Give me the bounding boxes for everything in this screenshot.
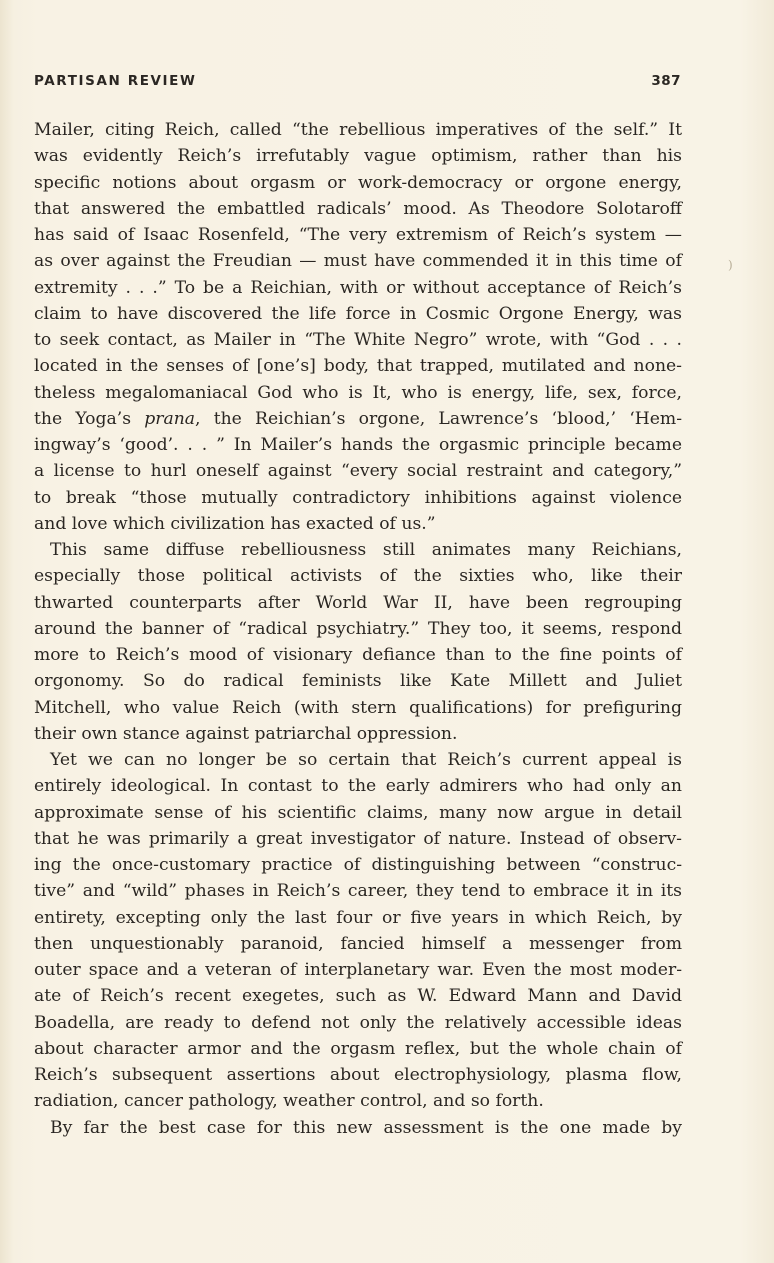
- text-line: Mailer, citing Reich, called “the rebellious imperatives of the self.” It: [34, 120, 682, 140]
- italic-word: prana: [144, 408, 196, 429]
- text-line: their own stance against patriarchal oppression.: [34, 723, 458, 744]
- text-line: claim to have discovered the life force in Cosmic Orgone Energy, was: [34, 303, 682, 324]
- text-line: ate of Reich’s recent exegetes, such as W. Edward Mann and David: [34, 986, 682, 1007]
- text-line: Yet we can no longer be so certain that Reich’s current appeal is: [50, 750, 682, 770]
- text-line: ing the once-customary practice of distinguishing between “construc-: [34, 855, 682, 875]
- text-line: theless megalomaniacal God who is It, who is energy, life, sex, force,: [34, 382, 682, 403]
- text-line: Boadella, are ready to defend not only the relatively accessible ideas: [34, 1012, 682, 1033]
- text-line: entirely ideological. In contast to the early admirers who had only an: [34, 776, 682, 797]
- text-line: that he was primarily a great investigator of nature. Instead of observ-: [34, 828, 682, 849]
- text-line: specific notions about orgasm or work-democracy or orgone energy,: [34, 172, 682, 193]
- text-line: then unquestionably paranoid, fancied himself a messenger from: [34, 933, 682, 954]
- text-line: more to Reich’s mood of visionary defiance than to the fine points of: [34, 645, 682, 665]
- text-line: entirety, excepting only the last four or five years in which Reich, by: [34, 907, 682, 928]
- text-line: was evidently Reich’s irrefutably vague optimism, rather than his: [34, 146, 682, 167]
- text-line: tive” and “wild” phases in Reich’s career, they tend to embrace it in its: [34, 881, 682, 902]
- text-line: This same diffuse rebelliousness still animates many Reichians,: [50, 540, 682, 560]
- text-line: has said of Isaac Rosenfeld, “The very extremism of Reich’s system —: [34, 225, 682, 245]
- text-line: as over against the Freudian — must have commended it in this time of: [34, 251, 682, 272]
- journal-name: PARTISAN REVIEW: [34, 73, 197, 89]
- text-line: approximate sense of his scientific claims, many now argue in detail: [34, 802, 682, 823]
- text-line: that answered the embattled radicals’ mood. As Theodore Solotaroff: [34, 198, 682, 219]
- text-line: Reich’s subsequent assertions about electrophysiology, plasma flow,: [34, 1065, 682, 1085]
- text-line: outer space and a veteran of interplanetary war. Even the most moder-: [34, 960, 682, 980]
- text-line: and love which civilization has exacted of us.”: [34, 513, 436, 534]
- page-number: 387: [651, 73, 681, 89]
- text-line: to break “those mutually contradictory inhibitions against violence: [34, 487, 682, 508]
- text-line: around the banner of “radical psychiatry.” They too, it seems, respond: [34, 618, 682, 639]
- text-line: By far the best case for this new assessment is the one made by: [50, 1117, 682, 1138]
- body-text: [34, 117, 682, 1141]
- running-head: [34, 73, 681, 95]
- text-line: ingway’s ‘good’. . . ” In Mailer’s hands the orgasmic principle became: [34, 435, 682, 455]
- text-line: to seek contact, as Mailer in “The White Negro” wrote, with “God . . .: [34, 330, 682, 350]
- text-line: especially those political activists of the sixties who, like their: [34, 566, 682, 587]
- text-line: the Yoga’s prana, the Reichian’s orgone, Lawrence’s ‘blood,’ ‘Hem-: [34, 408, 682, 429]
- text-line: about character armor and the orgasm reflex, but the whole chain of: [34, 1038, 682, 1059]
- text-line: extremity . . .” To be a Reichian, with or without acceptance of Reich’s: [34, 277, 682, 298]
- text-line: Mitchell, who value Reich (with stern qualifications) for prefiguring: [34, 697, 682, 718]
- text-line: thwarted counterparts after World War II, have been regrouping: [34, 592, 682, 613]
- text-line: radiation, cancer pathology, weather control, and so forth.: [34, 1091, 544, 1112]
- margin-mark: ): [728, 258, 733, 272]
- text-line: a license to hurl oneself against “every social restraint and category,”: [34, 461, 682, 482]
- text-line: located in the senses of [one’s] body, that trapped, mutilated and none-: [34, 356, 682, 377]
- text-line: orgonomy. So do radical feminists like Kate Millett and Juliet: [34, 671, 682, 692]
